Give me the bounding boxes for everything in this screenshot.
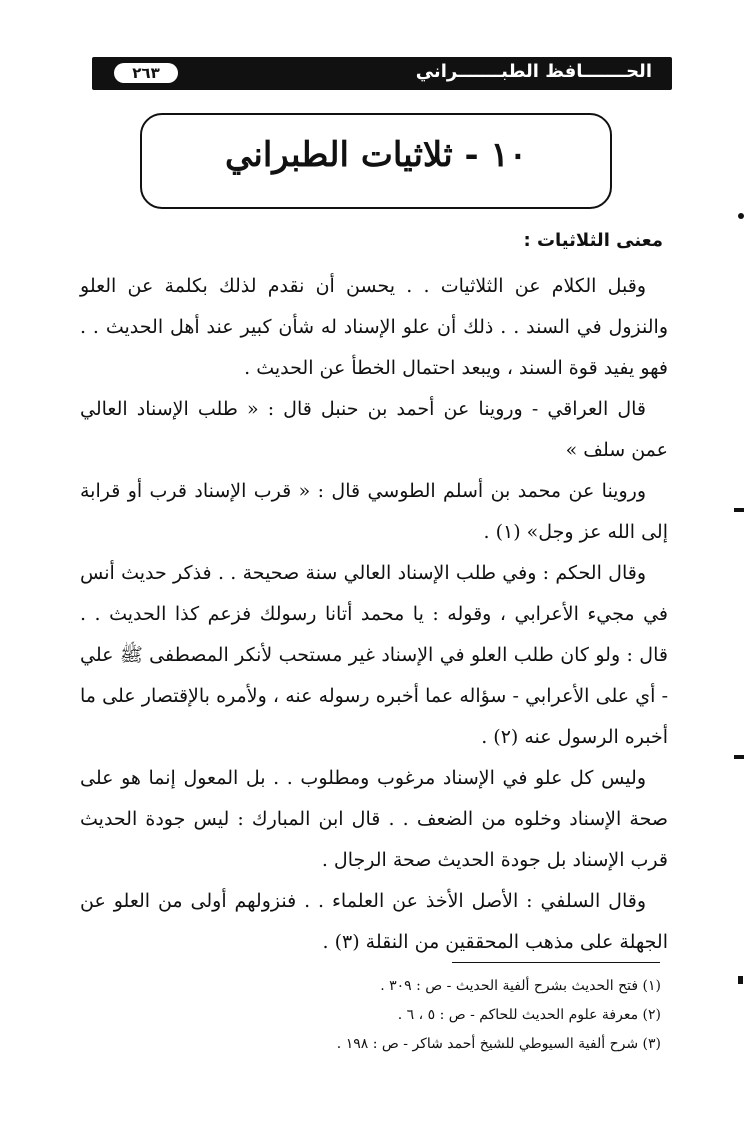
- paragraph: وقبل الكلام عن الثلاثيات . . يحسن أن نقدم لذلك بكلمة عن العلو والنزول في السند . . ذلك أن علو الإسناد له شأن كبير عند أهل الحديث . . فهو يفيد قوة السند ، ويبعد احتمال الخطأ عن الحديث .: [80, 275, 668, 379]
- footnotes: [101, 972, 661, 1059]
- scan-mark: [738, 213, 744, 219]
- footnote-divider: [452, 962, 660, 963]
- paragraph: وقال السلفي : الأصل الأخذ عن العلماء . . فنزولهم أولى من العلو عن الجهلة على مذهب المحققين من النقلة (٣) .: [80, 890, 668, 953]
- footnote: (٣) شرح ألفية السيوطي للشيخ أحمد شاكر - ص : ١٩٨ .: [336, 1036, 661, 1052]
- paragraph: قال العراقي - وروينا عن أحمد بن حنبل قال : « طلب الإسناد العالي عمن سلف »: [80, 398, 668, 461]
- running-header-title: الحـــــــافظ الطبـــــــراني: [415, 61, 652, 82]
- section-heading: معنى الثلاثيات :: [523, 230, 663, 251]
- paragraph: وقال الحكم : وفي طلب الإسناد العالي سنة صحيحة . . فذكر حديث أنس في مجيء الأعرابي ، وقوله : يا محمد أتانا رسولك فزعم كذا الحديث . . قال : ولو كان طلب العلو في الإسناد غير مستحب لأنكر المصطفى ﷺ علي - أي على الأعرابي - سؤاله عما أخبره رسوله عنه ، ولأمره بالإقتصار على ما أخبره الرسول عنه (٢) .: [80, 562, 668, 748]
- chapter-title: ١٠ - ثلاثيات الطبراني: [225, 135, 527, 175]
- page-number: ٢٦٣: [114, 63, 178, 83]
- running-header: [92, 57, 672, 90]
- scan-mark: [738, 976, 743, 984]
- scan-mark: [734, 508, 744, 512]
- body-text: [80, 266, 668, 963]
- paragraph: وروينا عن محمد بن أسلم الطوسي قال : « قرب الإسناد قرب أو قرابة إلى الله عز وجل» (١) .: [80, 480, 668, 543]
- paragraph: وليس كل علو في الإسناد مرغوب ومطلوب . . بل المعول إنما هو على صحة الإسناد وخلوه من الضعف . . قال ابن المبارك : ليس جودة الحديث قرب الإسناد بل جودة الحديث صحة الرجال .: [80, 767, 668, 871]
- scan-mark: [734, 755, 744, 759]
- footnote: (١) فتح الحديث بشرح ألفية الحديث - ص : ٣٠٩ .: [380, 978, 661, 994]
- footnote: (٢) معرفة علوم الحديث للحاكم - ص : ٥ ، ٦ .: [397, 1007, 661, 1023]
- chapter-title-frame: [140, 113, 612, 209]
